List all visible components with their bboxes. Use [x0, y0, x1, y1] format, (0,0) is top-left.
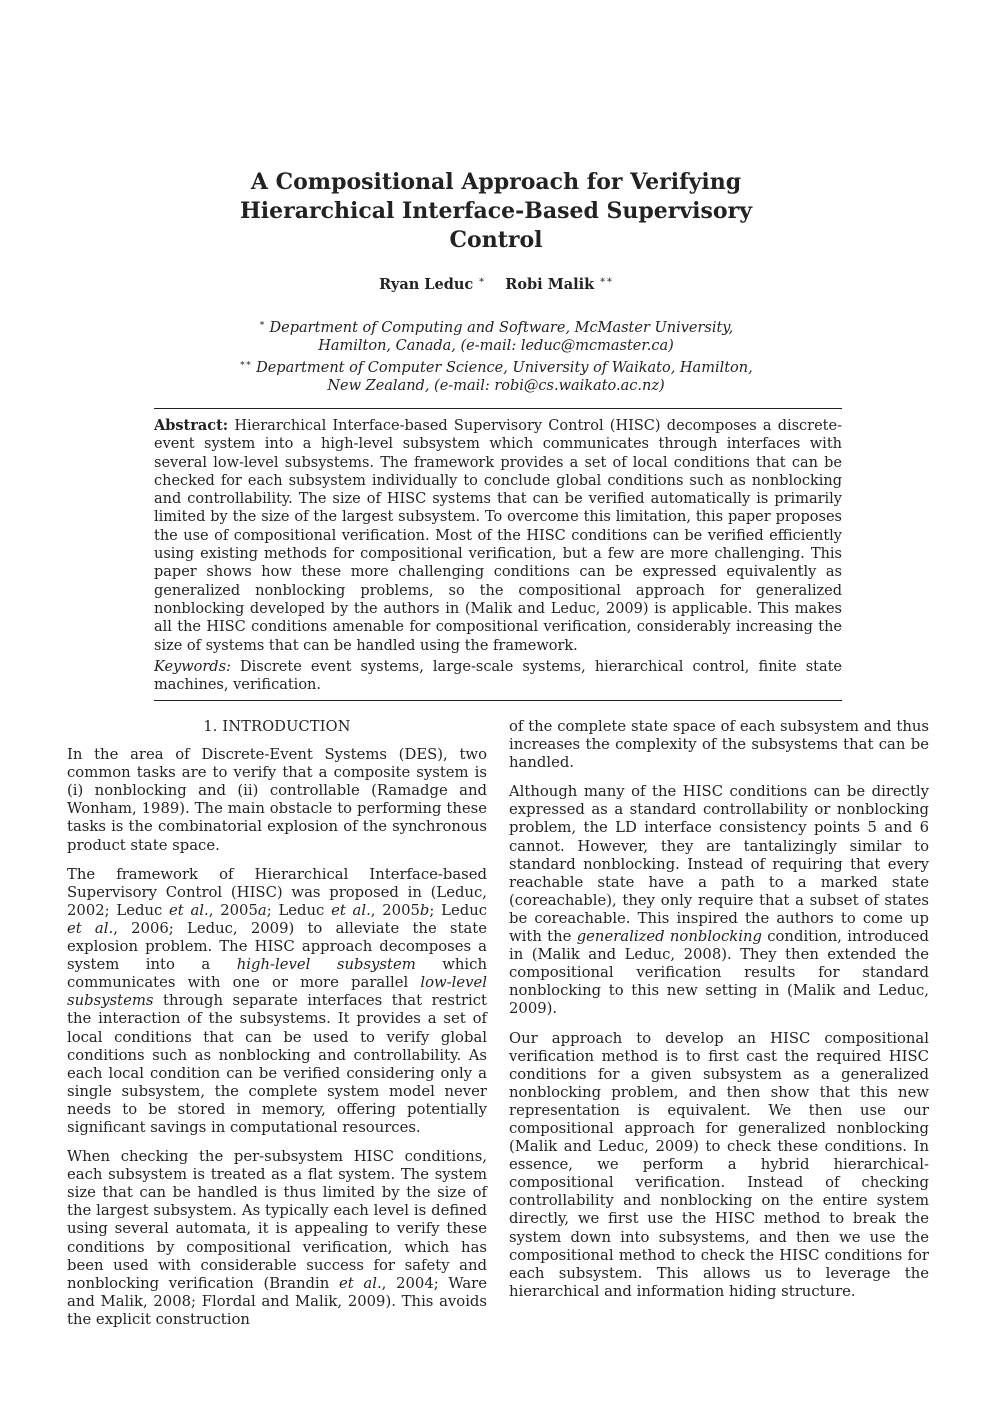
author-mark: ∗∗: [599, 275, 613, 286]
affiliations: [170, 315, 822, 395]
paragraph: In the area of Discrete-Event Systems (DES), two common tasks are to verify that a composite system is (i) nonblocking and (ii) controllable (Ramadge and Wonham, 1989). The main obstacle to performing these tasks is the combinatorial explosion of the synchronous product state space.: [67, 746, 487, 854]
author-name: Ryan Leduc: [379, 275, 474, 293]
abstract-text: Hierarchical Interface-based Supervisory Control (HISC) decomposes a discrete-event system into a high-level subsystem which communicates through interfaces with several low-level subsystems. The framework provides a set of local conditions that can be checked for each subsystem individually to conclude global conditions such as nonblocking and controllability. The size of HISC systems that can be verified automatically is primarily limited by the size of the largest subsystem. To overcome this limitation, this paper proposes the use of compositional verification. Most of the HISC conditions can be verified efficiently using existing methods for compositional verification, but a few are more challenging. This paper shows how these more challenging conditions can be expressed equivalently as generalized nonblocking problems, so the compositional approach for generalized nonblocking developed by the authors in (Malik and Leduc, 2009) is applicable. This makes all the HISC conditions amenable for compositional verification, considerably increasing the size of systems that can be handled using the framework.: [154, 418, 842, 654]
affil-mark: ∗∗: [239, 358, 252, 369]
paragraph: The framework of Hierarchical Interface-based Supervisory Control (HISC) was proposed in (Leduc, 2002; Leduc et al., 2005a; Leduc et al., 2005b; Leduc et al., 2006; Leduc, 2009) to alleviate the state explosion problem. The HISC approach decomposes a system into a high-level subsystem which communicates with one or more parallel low-level subsystems through separate interfaces that restrict the interaction of the subsystems. It provides a set of local conditions that can be used to verify global conditions such as nonblocking and controllability. As each local condition can be verified considering only a single subsystem, the complete system model never needs to be stored in memory, offering potentially significant savings in computational resources.: [67, 865, 488, 1136]
paragraph: of the complete state space of each subsystem and thus increases the complexity of the subsystems that can be handled.: [509, 718, 929, 772]
abstract: [154, 408, 842, 655]
left-column: [67, 718, 487, 1340]
keywords: [154, 658, 842, 701]
affil-mark: ∗: [258, 319, 265, 329]
paper-title: [200, 168, 792, 255]
paragraph: When checking the per-subsystem HISC conditions, each subsystem is treated as a flat system. The system size that can be handled is thus limited by the size of the largest subsystem. As typically each level is defined using several automata, it is appealing to verify these conditions by compositional verification, which has been used with considerable success for safety and nonblocking verification (Brandin et al., 2004; Ware and Malik, 2008; Flordal and Malik, 2009). This avoids the explicit construction: [67, 1148, 487, 1328]
affiliation-line: Department of Computing and Software, McMaster University,: [269, 319, 734, 336]
affiliation-line: Hamilton, Canada, (e-mail: leduc@mcmaster.ca): [318, 337, 674, 354]
title-line-3: Control: [449, 227, 543, 253]
author-mark: ∗: [478, 275, 486, 286]
right-column: [509, 718, 929, 1312]
section-heading: 1. INTRODUCTION: [203, 719, 351, 735]
paragraph: Although many of the HISC conditions can be directly expressed as a standard controllability or nonblocking problem, the LD interface consistency points 5 and 6 cannot. However, they are tantalizingly similar to standard nonblocking. Instead of requiring that every reachable state have a path to a marked state (coreachable), they only require that a subset of states be coreachable. This inspired the authors to come up with the generalized nonblocking condition, introduced in (Malik and Leduc, 2008). They then extended the compositional verification results for standard nonblocking to this new setting in (Malik and Leduc, 2009).: [509, 783, 929, 1018]
affiliation-line: New Zealand, (e-mail: robi@cs.waikato.ac.nz): [327, 377, 665, 394]
author-list: [200, 275, 792, 293]
title-line-2: Hierarchical Interface-Based Supervisory: [240, 198, 752, 224]
keywords-label: Keywords:: [154, 659, 231, 675]
author-name: Robi Malik: [505, 275, 595, 293]
affiliation-line: Department of Computer Science, University of Waikato, Hamilton,: [256, 359, 753, 376]
paragraph: Our approach to develop an HISC compositional verification method is to first cast the required HISC conditions for a given subsystem as a generalized nonblocking problem, and then show that this new representation is equivalent. We then use our compositional approach for generalized nonblocking (Malik and Leduc, 2009) to check these conditions. In essence, we perform a hybrid hierarchical-compositional verification. Instead of checking controllability and nonblocking on the entire system directly, we first use the HISC method to break the system down into subsystems, and then we use the compositional method to check the HISC conditions for each subsystem. This allows us to leverage the hierarchical and information hiding structure.: [509, 1029, 929, 1300]
abstract-label: Abstract:: [154, 417, 229, 434]
title-line-1: A Compositional Approach for Verifying: [250, 169, 742, 195]
keywords-text: Discrete event systems, large-scale systems, hierarchical control, finite state machines, verification.: [154, 659, 843, 694]
